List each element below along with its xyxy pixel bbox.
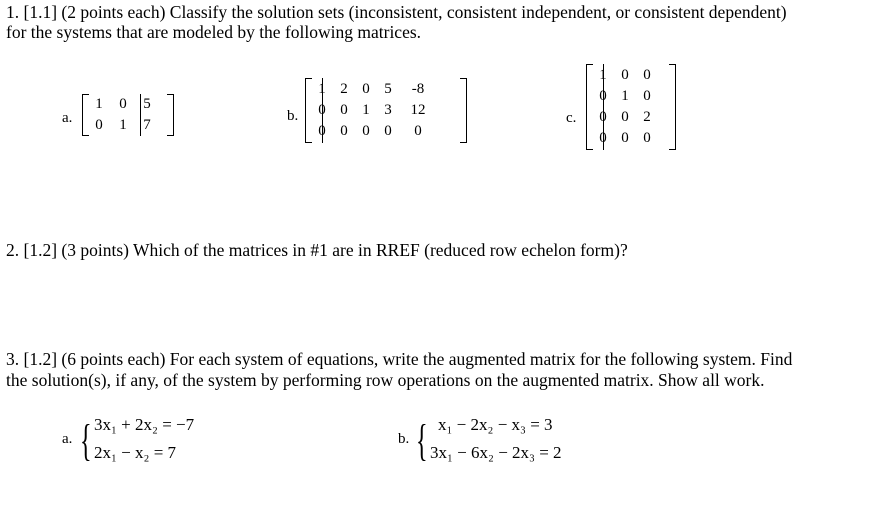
system-b-brace: { xyxy=(416,416,428,465)
matrix-cell: 0 xyxy=(340,123,348,139)
matrix-cell: 0 xyxy=(362,81,370,97)
matrix-cell: 0 xyxy=(599,109,607,125)
matrix-cell: 2 xyxy=(340,81,348,97)
matrix-cell: 0 xyxy=(95,117,103,133)
matrix-b-augment-bar xyxy=(322,78,323,143)
q3-line2: the solution(s), if any, of the system by performing row operations on the augmented matrix. Show all work. xyxy=(6,370,765,390)
matrix-cell: 0 xyxy=(340,102,348,118)
matrix-cell: 0 xyxy=(621,130,629,146)
matrix-a xyxy=(82,94,174,136)
matrix-cell: 0 xyxy=(599,130,607,146)
q2-line1: 2. [1.2] (3 points) Which of the matrices in #1 are in RREF (reduced row echelon form)? xyxy=(6,240,628,260)
matrix-cell: 2 xyxy=(643,109,651,125)
matrix-cell: -8 xyxy=(411,81,425,97)
matrix-cell: 7 xyxy=(143,117,151,133)
matrix-cell: 3 xyxy=(384,102,392,118)
system-b-eq2: 3x₁ − 6x₂ − 2x₃ = 2 xyxy=(430,443,562,462)
matrix-c-augment-bar xyxy=(603,64,604,150)
matrix-cell: 0 xyxy=(384,123,392,139)
matrix-cell: 1 xyxy=(599,67,607,83)
matrix-cell: 1 xyxy=(119,117,127,133)
matrix-cell: 5 xyxy=(384,81,392,97)
matrix-a-augment-bar xyxy=(140,94,141,136)
system-a-eq1: 3x₁ + 2x₂ = −7 xyxy=(94,415,195,434)
matrix-cell: 1 xyxy=(362,102,370,118)
matrix-cell: 0 xyxy=(318,123,326,139)
matrix-cell: 0 xyxy=(119,96,127,112)
matrix-cell: 0 xyxy=(643,130,651,146)
matrix-cell: 0 xyxy=(599,88,607,104)
system-a-brace: { xyxy=(80,416,92,465)
matrix-cell: 5 xyxy=(143,96,151,112)
system-a xyxy=(62,415,262,471)
matrix-b xyxy=(305,78,467,143)
matrix-cell: 1 xyxy=(95,96,103,112)
matrix-c-label: c. xyxy=(566,110,577,126)
matrix-b-label: b. xyxy=(287,108,299,124)
matrix-cell: 0 xyxy=(414,123,422,139)
system-a-eq2: 2x₁ − x₂ = 7 xyxy=(94,443,177,462)
q1-line1: 1. [1.1] (2 points each) Classify the solution sets (inconsistent, consistent independent, or consistent dependent) xyxy=(6,2,787,22)
system-b-eq1: x₁ − 2x₂ − x₃ = 3 xyxy=(438,415,553,434)
matrix-cell: 0 xyxy=(362,123,370,139)
system-b xyxy=(398,415,618,471)
q1-line2: for the systems that are modeled by the following matrices. xyxy=(6,22,422,42)
matrix-cell: 0 xyxy=(643,88,651,104)
matrix-cell: 12 xyxy=(410,102,426,118)
matrix-cell: 0 xyxy=(621,67,629,83)
matrix-cell: 1 xyxy=(318,81,326,97)
matrix-a-label: a. xyxy=(62,110,73,126)
system-a-label: a. xyxy=(62,431,73,447)
matrix-cell: 0 xyxy=(318,102,326,118)
matrix-cell: 0 xyxy=(621,109,629,125)
matrix-cell: 1 xyxy=(621,88,629,104)
matrix-c xyxy=(586,64,676,150)
q3-line1: 3. [1.2] (6 points each) For each system of equations, write the augmented matrix for the following system. Find xyxy=(6,349,793,369)
matrix-cell: 0 xyxy=(643,67,651,83)
system-b-label: b. xyxy=(398,431,410,447)
